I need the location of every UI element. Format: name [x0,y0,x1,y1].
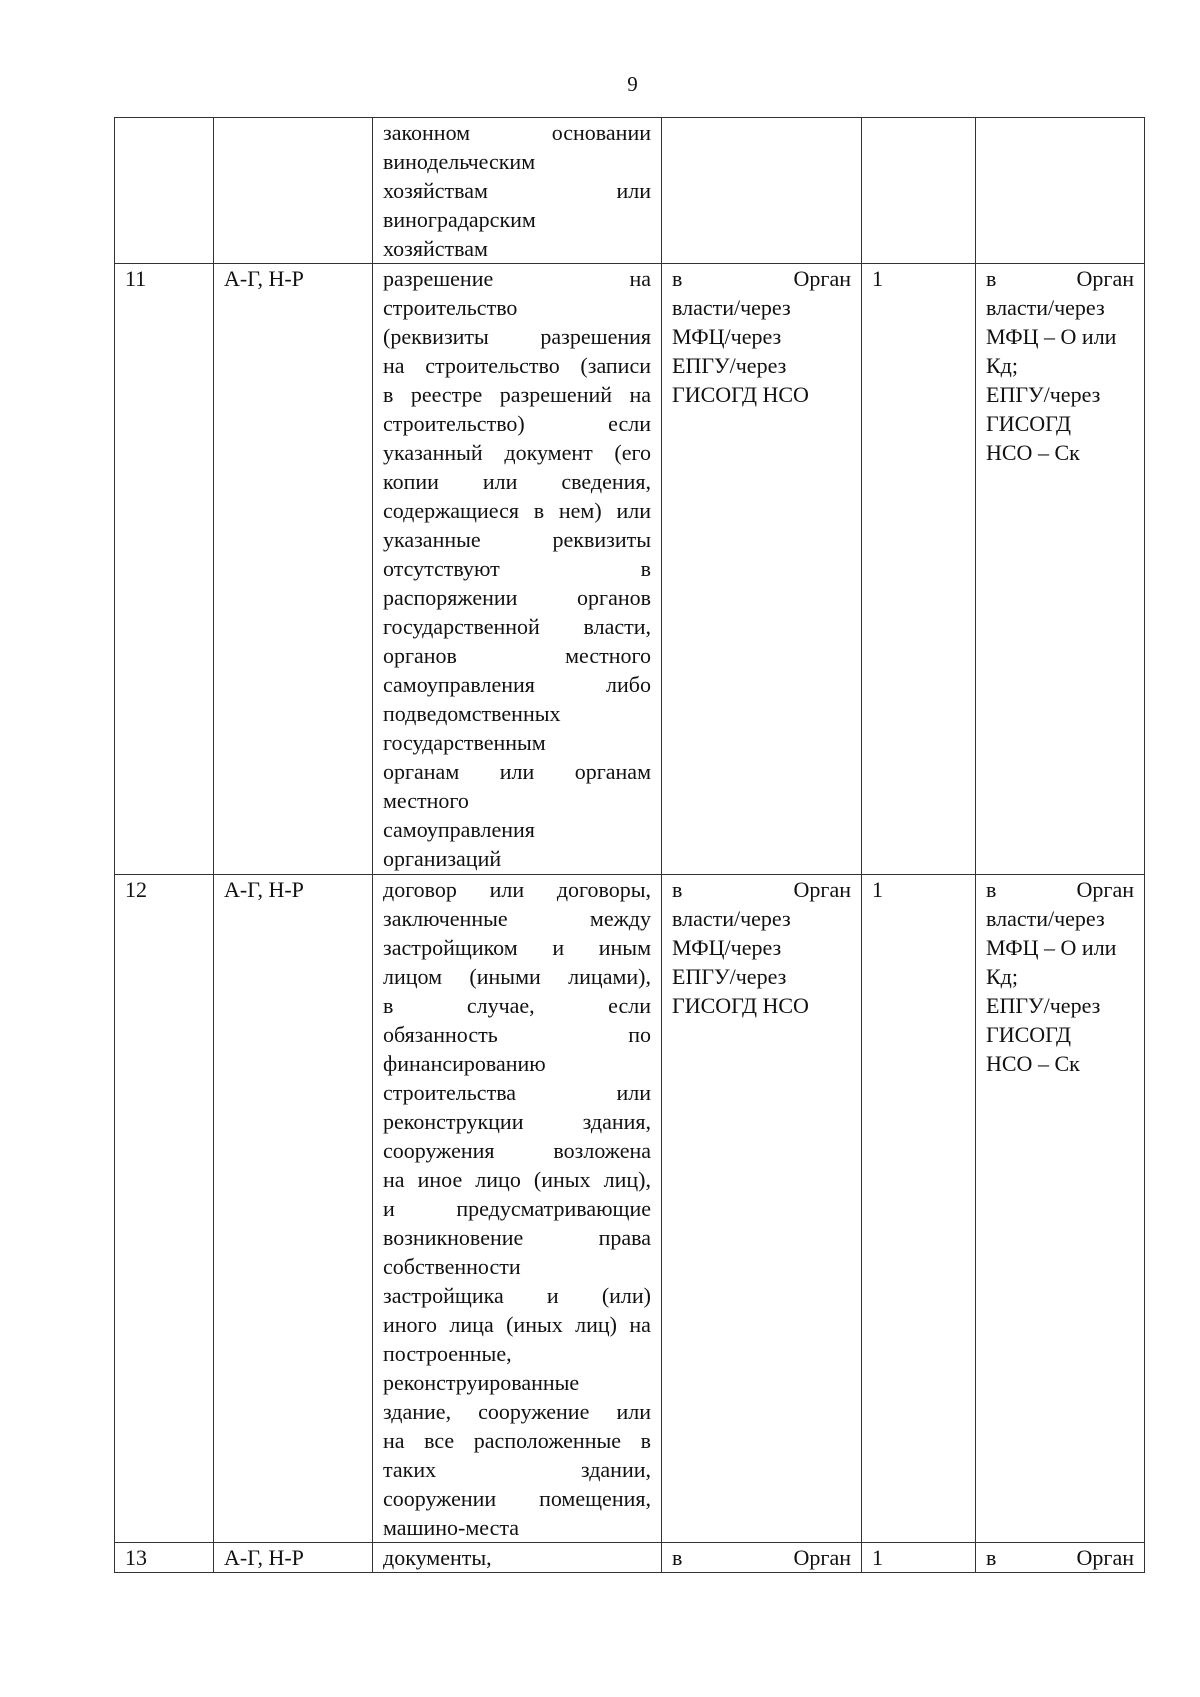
document-description-line: строительства или [383,1080,651,1105]
result-method-line: ГИСОГД [986,411,1071,436]
result-method-line: власти/через [986,906,1105,931]
document-description-line: самоуправления [383,817,535,842]
page-number: 9 [627,72,638,96]
row-number: 12 [115,875,214,1543]
submission-method-line: МФЦ/через [672,935,782,960]
document-description-line: на все расположенные в [383,1428,651,1453]
submission-method-line: власти/через [672,295,791,320]
copies-count [862,118,976,264]
row-number [115,118,214,264]
applicant-code [214,118,373,264]
result-method [976,875,1145,1543]
document-description-line: в реестре разрешений на [383,382,651,407]
document-description-line: здание, сооружение или [383,1399,651,1424]
document-description [373,875,662,1543]
document-description-line: на строительство (записи [383,353,651,378]
applicant-code: А-Г, Н-Р [214,875,373,1543]
document-description-line: собственности [383,1254,521,1279]
document-description-line: построенные, [383,1341,512,1366]
submission-method-line: власти/через [672,906,791,931]
document-description-line: распоряжении органов [383,585,651,610]
result-method-line: ЕПГУ/через [986,993,1101,1018]
result-method-line: НСО – Ск [986,440,1080,465]
submission-method [662,875,862,1543]
result-method-line: Кд; [986,353,1018,378]
document-description-line: хозяйствам или [383,178,651,203]
submission-method-line: в Орган [672,266,851,291]
document-description-line: финансированию [383,1051,546,1076]
submission-method-line: ГИСОГД НСО [672,993,809,1018]
document-description-line: застройщика и (или) [383,1283,651,1308]
document-description-line: документы, [383,1545,492,1570]
document-description-line: винодельческим [383,149,536,174]
document-description-line: машино-места [383,1515,519,1540]
document-description-line: указанные реквизиты [383,527,651,552]
result-method-line: Кд; [986,964,1018,989]
copies-count: 1 [862,875,976,1543]
result-method-line: власти/через [986,295,1105,320]
result-method [976,1543,1145,1573]
document-description-line: государственной власти, [383,614,651,639]
result-method [976,118,1145,264]
document-description-line: хозяйствам [383,236,488,261]
document-description-line: государственным [383,730,546,755]
document-description-line: указанный документ (его [383,440,651,465]
table-row [115,875,1145,1543]
result-method-line: МФЦ – О или [986,324,1117,349]
document-description-line: копии или сведения, [383,469,651,494]
submission-method-line: МФЦ/через [672,324,782,349]
document-description-line: местного [383,788,469,813]
document-description-line: сооружения возложена [383,1138,651,1163]
table-row [115,118,1145,264]
submission-method [662,264,862,875]
document-description-line: обязанность по [383,1022,651,1047]
document-description [373,1543,662,1573]
result-method-line: ГИСОГД [986,1022,1071,1047]
document-description-line: и предусматривающие [383,1196,651,1221]
result-method-line: в Орган [986,877,1134,902]
document-description-line: законном основании [383,120,651,145]
result-method-line: НСО – Ск [986,1051,1080,1076]
copies-count: 1 [862,264,976,875]
document-description-line: реконструкции здания, [383,1109,651,1134]
document-description-line: самоуправления либо [383,672,651,697]
document-description-line: органам или органам [383,759,651,784]
document-description-line: сооружении помещения, [383,1486,651,1511]
table-row [115,264,1145,875]
document-description-line: строительство) если [383,411,651,436]
document-description-line: лицом (иными лицами), [383,964,651,989]
row-number: 11 [115,264,214,875]
submission-method-line: в Орган [672,1545,851,1570]
table-row [115,1543,1145,1573]
row-number: 13 [115,1543,214,1573]
result-method-line: в Орган [986,1545,1134,1570]
result-method [976,264,1145,875]
documents-table [114,117,1145,1573]
result-method-line: ЕПГУ/через [986,382,1101,407]
applicant-code: А-Г, Н-Р [214,1543,373,1573]
applicant-code: А-Г, Н-Р [214,264,373,875]
submission-method-line: ЕПГУ/через [672,353,787,378]
document-description-line: таких здании, [383,1457,651,1482]
document-description-line: реконструированные [383,1370,580,1395]
submission-method-line: ГИСОГД НСО [672,382,809,407]
document-description-line: разрешение на [383,266,651,291]
document-description-line: содержащиеся в нем) или [383,498,651,523]
document-description-line: виноградарским [383,207,536,232]
document-description-line: организаций [383,846,502,871]
document-description-line: органов местного [383,643,651,668]
document-description [373,118,662,264]
document-description-line: иного лица (иных лиц) на [383,1312,651,1337]
result-method-line: в Орган [986,266,1134,291]
copies-count: 1 [862,1543,976,1573]
document-description-line: на иное лицо (иных лиц), [383,1167,651,1192]
document-description-line: подведомственных [383,701,561,726]
document-description-line: строительство [383,295,518,320]
document-description-line: (реквизиты разрешения [383,324,651,349]
document-description-line: договор или договоры, [383,877,651,902]
document-description-line: в случае, если [383,993,651,1018]
document-description-line: застройщиком и иным [383,935,651,960]
submission-method [662,118,862,264]
submission-method-line: в Орган [672,877,851,902]
submission-method-line: ЕПГУ/через [672,964,787,989]
document-description-line: заключенные между [383,906,651,931]
result-method-line: МФЦ – О или [986,935,1117,960]
submission-method [662,1543,862,1573]
table-body [115,118,1145,1573]
document-description-line: отсутствуют в [383,556,651,581]
document-description [373,264,662,875]
document-description-line: возникновение права [383,1225,651,1250]
